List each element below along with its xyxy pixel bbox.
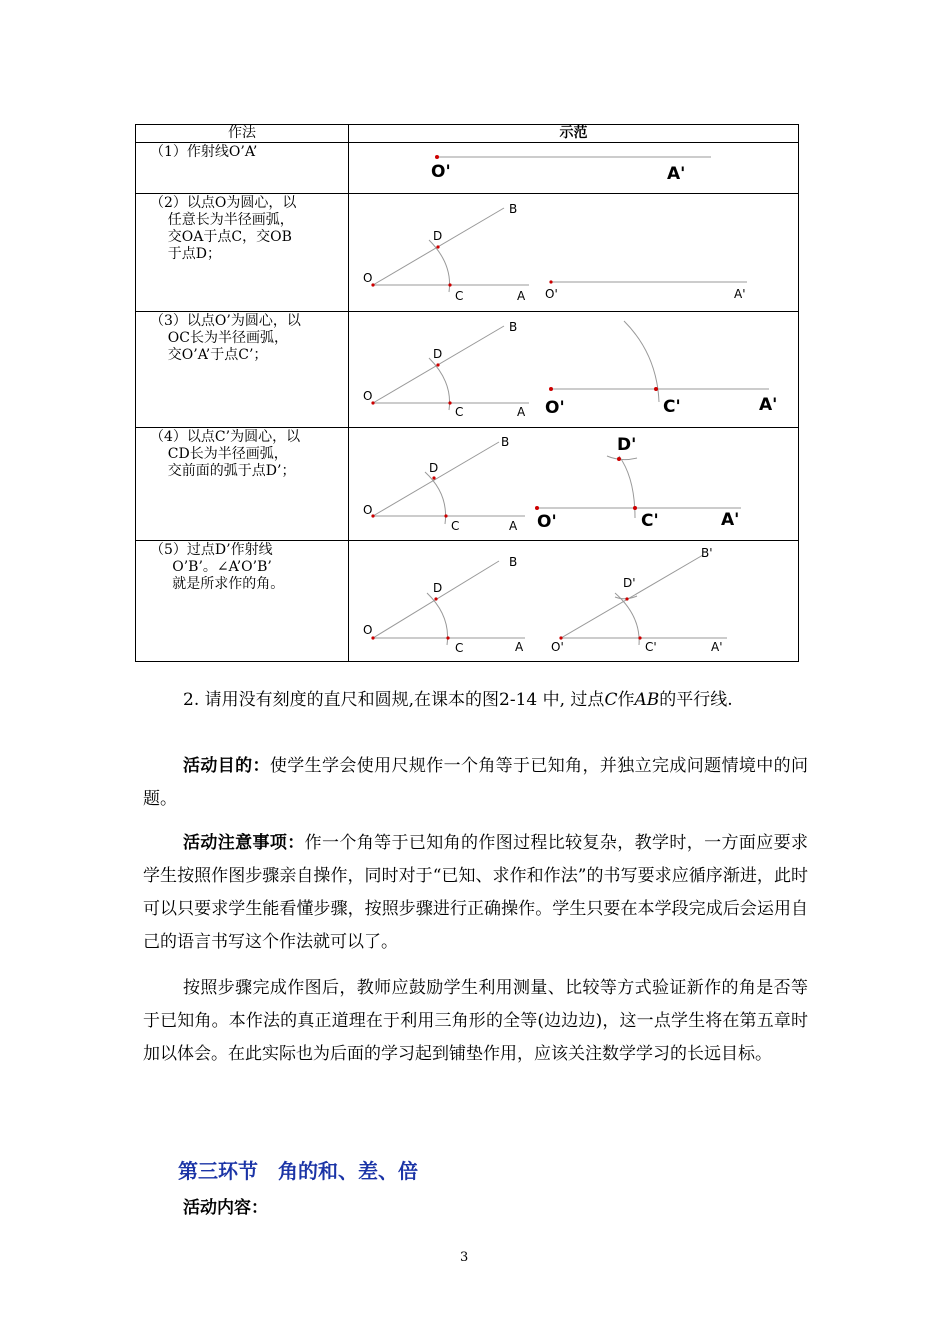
label-d1: D' bbox=[617, 435, 637, 455]
point-c1 bbox=[654, 387, 658, 391]
point-d bbox=[432, 476, 435, 479]
point-c bbox=[444, 514, 447, 517]
table-row bbox=[136, 194, 799, 312]
label-b: B bbox=[509, 320, 518, 334]
step-3-text: （3）以点O’为圆心，以 OC长为半径画弧， 交O’A’于点C’； bbox=[150, 313, 301, 363]
step-1-diagram bbox=[349, 143, 799, 193]
step-5-text: （5）过点D’作射线 O’B’。∠A’O’B’ 就是所求作的角。 bbox=[150, 542, 285, 592]
point-d bbox=[434, 597, 437, 600]
label-a1: A' bbox=[721, 510, 740, 530]
table-row bbox=[136, 541, 799, 662]
point-o1 bbox=[535, 506, 539, 510]
page-number: 3 bbox=[460, 1250, 469, 1265]
label-d: D bbox=[433, 229, 443, 243]
step-2-text: （2）以点O为圆心，以 任意长为半径画弧， 交OA于点C，交OB 于点D； bbox=[150, 195, 297, 262]
arc-d1 bbox=[607, 456, 637, 460]
label-o: O bbox=[363, 503, 373, 517]
paragraph-verification bbox=[143, 972, 808, 1071]
exercise-lead: 2. 请用没有刻度的直尺和圆规,在课本的图2-14 中, 过点 bbox=[183, 690, 605, 710]
table-header-row bbox=[136, 125, 799, 143]
verification-text: 按照步骤完成作图后，教师应鼓励学生利用测量、比较等方式验证新作的角是否等于已知角。本作法的真正道理在于利用三角形的全等(边边边)，这一点学生将在第五章时加以体会。在此实际也为后面的学习起到铺垫作用，应该关注数学学习的长远目标。 bbox=[143, 978, 808, 1064]
label-c: C bbox=[451, 519, 460, 533]
label-o1: O' bbox=[545, 287, 558, 301]
table-row bbox=[136, 143, 799, 194]
label-a: A bbox=[515, 640, 524, 654]
step-text-cell bbox=[136, 428, 349, 541]
step-4-figure bbox=[349, 428, 799, 541]
paragraph-exercise bbox=[143, 684, 808, 717]
step-2-diagram bbox=[349, 194, 799, 311]
construction-steps-table bbox=[135, 124, 799, 662]
var-ab: AB bbox=[634, 690, 660, 710]
step-1-text: （1）作射线O’A’ bbox=[150, 144, 258, 160]
step-2-figure bbox=[349, 194, 799, 312]
arc-c1 bbox=[624, 321, 659, 402]
var-c: C bbox=[604, 690, 618, 710]
step-text-cell bbox=[136, 312, 349, 428]
ray-ob bbox=[373, 442, 499, 516]
label-a1: A' bbox=[734, 287, 746, 301]
step-5-diagram bbox=[349, 541, 799, 661]
label-a: A bbox=[517, 289, 526, 303]
step-text-cell bbox=[136, 194, 349, 312]
activity-content-label: 活动内容： bbox=[183, 1198, 268, 1218]
step-3-figure bbox=[349, 312, 799, 428]
label-d: D bbox=[429, 461, 439, 475]
point-c bbox=[446, 636, 449, 639]
point-d1 bbox=[625, 597, 628, 600]
label-b: B bbox=[501, 435, 510, 449]
point-o1 bbox=[549, 280, 552, 283]
step-4-text: （4）以点C’为圆心，以 CD长为半径画弧， 交前面的弧于点D’； bbox=[150, 429, 301, 479]
label-c1: C' bbox=[645, 640, 657, 654]
point-o1 bbox=[549, 387, 553, 391]
point-d bbox=[436, 363, 439, 366]
label-o1: O' bbox=[551, 640, 564, 654]
header-method: 作法 bbox=[136, 125, 349, 143]
step-text-cell bbox=[136, 541, 349, 662]
exercise-tail: 的平行线. bbox=[659, 690, 733, 710]
arc-c1 bbox=[619, 456, 635, 518]
label-a1: A' bbox=[711, 640, 723, 654]
notes-label: 活动注意事项： bbox=[183, 833, 305, 853]
label-o1: O' bbox=[545, 398, 565, 418]
label-o1: O' bbox=[431, 162, 451, 182]
label-b: B bbox=[509, 202, 518, 216]
label-c: C bbox=[455, 405, 464, 419]
label-o1: O' bbox=[537, 512, 557, 532]
purpose-label: 活动目的： bbox=[183, 756, 270, 776]
label-b: B bbox=[509, 555, 518, 569]
step-4-diagram bbox=[349, 428, 799, 540]
label-c: C bbox=[455, 641, 464, 655]
section-title: 第三环节 角的和、差、倍 bbox=[178, 1159, 418, 1183]
label-d1: D' bbox=[623, 576, 636, 590]
label-c1: C' bbox=[641, 511, 659, 531]
purpose-text: 使学生学会使用尺规作一个角等于已知角，并独立完成问题情境中的问题。 bbox=[143, 756, 809, 809]
step-5-figure bbox=[349, 541, 799, 662]
point-c bbox=[448, 401, 451, 404]
arc-cd bbox=[427, 593, 448, 645]
point-c1 bbox=[638, 636, 641, 639]
point-c bbox=[448, 283, 451, 286]
label-a: A bbox=[517, 405, 526, 419]
step-text-cell bbox=[136, 143, 349, 194]
label-o: O bbox=[363, 389, 373, 403]
label-a1: A' bbox=[759, 395, 778, 415]
table-row bbox=[136, 312, 799, 428]
ray-o1b1 bbox=[561, 555, 703, 638]
label-a: A bbox=[509, 519, 518, 533]
label-o: O bbox=[363, 623, 373, 637]
table-row bbox=[136, 428, 799, 541]
notes-text: 作一个角等于已知角的作图过程比较复杂，教学时，一方面应要求学生按照作图步骤亲自操作，同时对于“已知、求作和作法”的书写要求应循序渐进，此时可以只要求学生能看懂步骤，按照步骤进行正确操作。学生只要在本学段完成后会运用自己的语言书写这个作法就可以了。 bbox=[143, 833, 809, 952]
label-b1: B' bbox=[701, 546, 713, 560]
step-3-diagram bbox=[349, 312, 799, 427]
arc-c1 bbox=[615, 593, 639, 645]
step-1-figure bbox=[349, 143, 799, 194]
point-d1 bbox=[617, 457, 621, 461]
paragraph-purpose bbox=[143, 750, 808, 816]
point-d bbox=[436, 245, 439, 248]
header-demo: 示范 bbox=[349, 125, 799, 143]
point-c1 bbox=[633, 506, 637, 510]
label-d: D bbox=[433, 581, 443, 595]
label-o: O bbox=[363, 271, 373, 285]
paragraph-notes bbox=[143, 827, 808, 959]
label-d: D bbox=[433, 347, 443, 361]
label-c: C bbox=[455, 289, 464, 303]
label-c1: C' bbox=[663, 397, 681, 417]
point-o1 bbox=[435, 155, 439, 159]
label-a1: A' bbox=[667, 164, 686, 184]
exercise-mid: 作 bbox=[617, 690, 635, 710]
